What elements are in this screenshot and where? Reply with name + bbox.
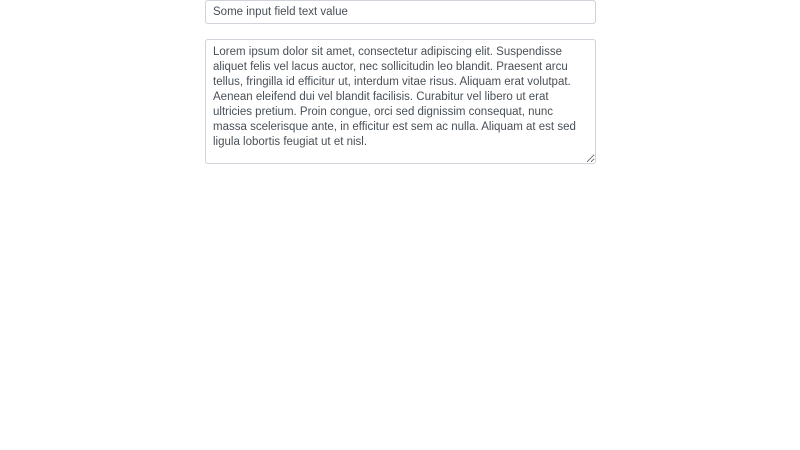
- form: [205, 0, 596, 164]
- textarea[interactable]: [205, 39, 596, 164]
- text-input[interactable]: [205, 0, 596, 24]
